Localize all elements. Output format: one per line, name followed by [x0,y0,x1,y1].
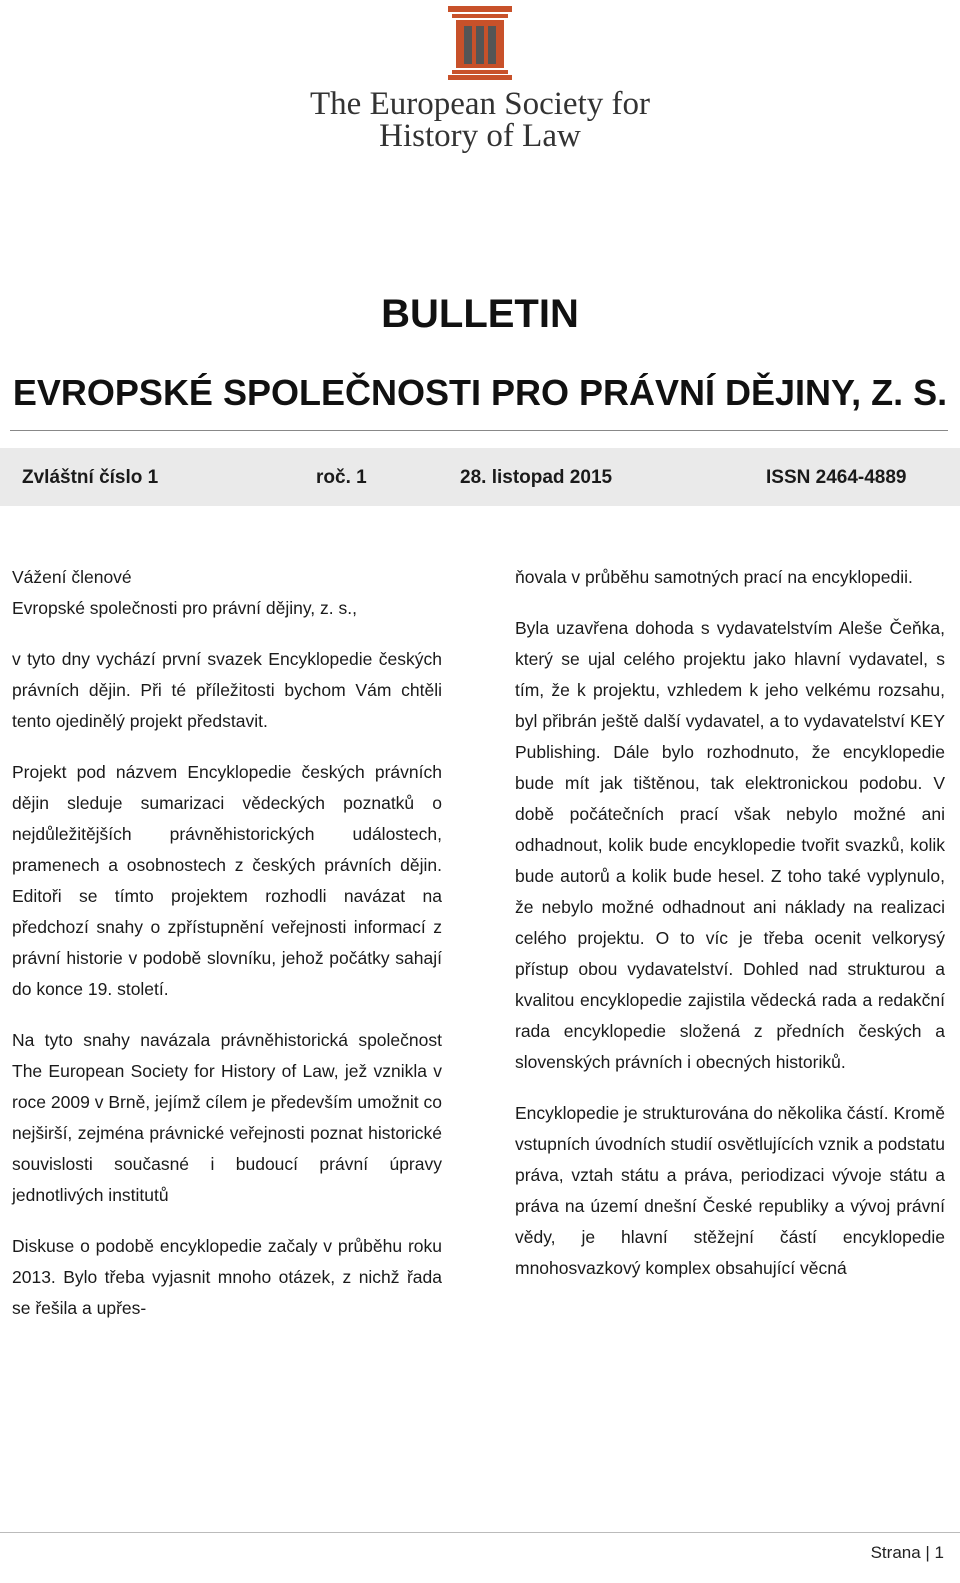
title-divider [10,430,948,431]
issue-date: 28. listopad 2015 [460,467,613,488]
logo-text-line-2: History of Law [379,118,581,154]
society-logo [0,0,960,170]
bulletin-title: BULLETIN [381,292,579,336]
page-number: Strana | 1 [870,1543,944,1562]
volume: roč. 1 [316,467,367,488]
issue-number: Zvláštní číslo 1 [22,467,159,488]
left-column [12,562,442,1344]
paragraph: Projekt pod názvem Encyklopedie českých právních dějin sleduje sumarizaci vědeckých poznatků o nejdůležitějších právněhistorických událostech, pramenech a osobnostech z českých právních dějin. Editoři se tímto projektem rozhodli navázat na předchozí snahy o zpřístupnění veřejnosti informací z právní historie v podobě slovníku, jehož počátky sahají do konce 19. století. [12,762,442,999]
paragraph: Diskuse o podobě encyklopedie začaly v průběhu roku 2013. Bylo třeba vyjasnit mnoho otázek, z nichž řada se řešila a upřes- [12,1236,442,1318]
society-title: EVROPSKÉ SPOLEČNOSTI PRO PRÁVNÍ DĚJINY, Z. S. [12,372,948,413]
logo-text-line-1: The European Society for [310,86,650,122]
paragraph: Na tyto snahy navázala právněhistorická společnost The European Society for History of Law, jež vznikla v roce 2009 v Brně, jejímž cílem je především umožnit co nejširší, zejména právnické veřejnosti poznat historické souvislosti současné i budoucí právní úpravy jednotlivých institutů [12,1030,442,1205]
issue-info-bar [0,448,960,506]
paragraph: Byla uzavřena dohoda s vydavatelstvím Aleše Čeňka, který se ujal celého projektu jako hlavní vydavatel, s tím, že k projektu, vzhledem k jeho velkému rozsahu, byl přibrán ještě další vydavatel, a to vydavatelství KEY Publishing. Dále bylo rozhodnuto, že encyklopedie bude mít jak tištěnou, tak elektronickou podobu. V době počátečních prací však nebylo možné ani odhadnout, kolik bude encyklopedie tvořit svazků, kolik bude autorů a kolik bude hesel. Z toho také vyplynulo, že nebylo možné odhadnout ani náklady na realizaci celého projektu. O to víc je třeba ocenit velkorysý přístup obou vydavatelství. Dohled nad strukturou a kvalitou encyklopedie zajistila vědecká rada a redakční rada encyklopedie složená z předních českých a slovenských právních i obecných historiků. [515,618,945,1072]
paragraph: v tyto dny vychází první svazek Encyklopedie českých právních dějin. Při té příležitosti bychom Vám chtěli tento ojedinělý projekt představit. [12,649,442,731]
column-emblem-icon [448,6,512,80]
paragraph: Encyklopedie je strukturována do několika částí. Kromě vstupních úvodních studií osvětlujících vznik a podstatu práva, vztah státu a práva, periodizaci vývoje státu a práva na území dnešní České republiky a vývoj právní vědy, je hlavní stěžejní částí encyklopedie mnohosvazkový komplex obsahující věcná [515,1103,945,1278]
issn: ISSN 2464-4889 [766,467,907,488]
salutation-line-1: Vážení členové [12,567,132,587]
salutation [12,562,442,624]
salutation-line-2: Evropské společnosti pro právní dějiny, z. s., [12,598,357,618]
right-column [515,562,945,1304]
paragraph: ňovala v průběhu samotných prací na encyklopedii. [515,567,913,587]
footer-divider [0,1532,960,1533]
